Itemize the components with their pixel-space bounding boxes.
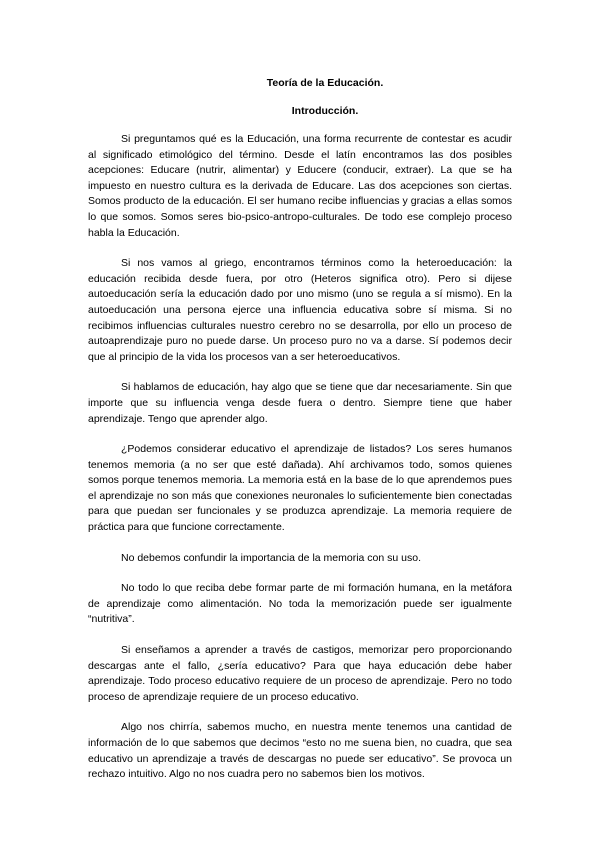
paragraph-nutrition-metaphor: No todo lo que reciba debe formar parte de mi formación humana, en la metáfora de aprendizaje como alimentación. No toda la memorización puede ser igualmente “nutritiva”. bbox=[88, 582, 512, 626]
paragraph-punishment: Si enseñamos a aprender a través de castigos, memorizar pero proporcionando descargas ante el fallo, ¿sería educativo? Para que haya educación debe haber aprendizaje. Todo proceso educativo requiere de un proceso de aprendizaje. Pero no todo proceso de aprendizaje requiere de un proceso educativo. bbox=[88, 644, 512, 703]
document-title: Teoría de la Educación. bbox=[266, 77, 384, 89]
paragraph-memory: ¿Podemos considerar educativo el aprendizaje de listados? Los seres humanos tenemos memoria (a no ser que esté dañada). Ahí archivamos todo, somos quienes somos porque tenemos memoria. La memoria está en la base de lo que aprendemos pues el aprendizaje no son más que conexiones neuronales lo suficientemente bien conectadas para que puedan ser funcionales y se produzca aprendizaje. La memoria requiere de práctica para que funcione correctamente. bbox=[88, 443, 512, 534]
paragraph-etymology: Si preguntamos qué es la Educación, una forma recurrente de contestar es acudir al significado etimológico del término. Desde el latín encontramos las dos posibles acepciones: Educare (nutrir, alimentar) y Educere (conducir, extraer). La que se ha impuesto en nuestro cultura es la derivada de Educare. Las dos acepciones son ciertas. Somos producto de la educación. El ser humano recibe influencias y gracias a ellas somos lo que somos. Somos seres bio-psico-antropo-culturales. De todo ese complejo proceso habla la Educación. bbox=[88, 133, 512, 239]
paragraph-intuitive-rejection: Algo nos chirría, sabemos mucho, en nuestra mente tenemos una cantidad de información de lo que sabemos que decimos “esto no me suena bien, no cuadra, que sea educativo un aprendizaje a través de descargas no puede ser educativo”. Se provoca un rechazo intuitivo. Algo no nos cuadra pero no sabemos bien los motivos. bbox=[88, 721, 512, 781]
paragraph-greek-terms: Si nos vamos al griego, encontramos términos como la heteroeducación: la educación recibida desde fuera, por otro (Heteros significa otro). Pero si dijese autoeducación sería la educación dado por uno mismo (uno se regula a sí mismo). En la autoeducación una persona ejerce una influencia educativa sobre sí misma. Si no recibimos influencias culturales nuestro cerebro no se desarrolla, por ello un proceso de autoaprendizaje puro no puede darse. Un proceso puro no va a darse. Sí podemos decir que al principio de la vida los procesos van a ser heteroeducativos. bbox=[88, 257, 512, 363]
paragraph-memory-use: No debemos confundir la importancia de la memoria con su uso. bbox=[121, 551, 421, 564]
section-heading: Introducción. bbox=[291, 105, 359, 117]
paragraph-learning-required: Si hablamos de educación, hay algo que se tiene que dar necesariamente. Sin que importe que su influencia venga desde fuera o dentro. Siempre tiene que haber aprendizaje. Tengo que aprender algo. bbox=[88, 381, 512, 425]
